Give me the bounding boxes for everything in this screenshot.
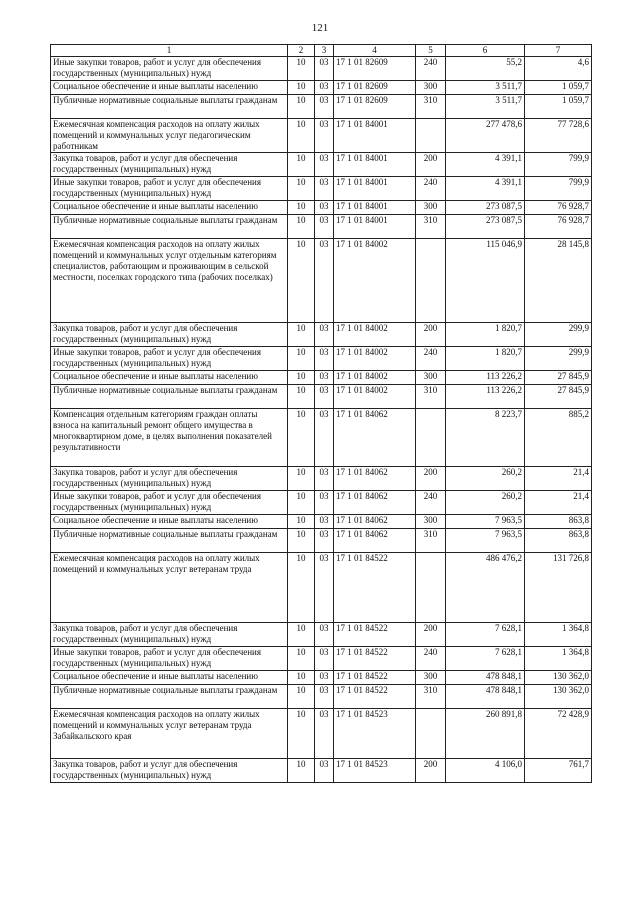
table-row [51, 323, 592, 347]
row-amount-2: 130 362,0 [525, 671, 592, 685]
row-target-code: 17 1 01 84522 [334, 623, 416, 647]
row-expense-type [416, 119, 446, 153]
row-amount-1: 273 087,5 [446, 201, 525, 215]
row-name: Иные закупки товаров, работ и услуг для обеспечения государственных (муниципальных) нужд [51, 647, 288, 671]
row-subsection: 03 [315, 759, 334, 783]
row-amount-2: 27 845,9 [525, 385, 592, 409]
row-name: Закупка товаров, работ и услуг для обеспечения государственных (муниципальных) нужд [51, 623, 288, 647]
row-name: Закупка товаров, работ и услуг для обеспечения государственных (муниципальных) нужд [51, 153, 288, 177]
table-row [51, 467, 592, 491]
row-subsection: 03 [315, 467, 334, 491]
row-target-code: 17 1 01 84001 [334, 119, 416, 153]
row-target-code: 17 1 01 84523 [334, 759, 416, 783]
row-amount-2: 799,9 [525, 153, 592, 177]
row-target-code: 17 1 01 84001 [334, 177, 416, 201]
row-name: Компенсация отдельным категориям граждан оплаты взноса на капитальный ремонт общего имущества в многоквартирном доме, в целях выполнения показателей результативности [51, 409, 288, 467]
row-amount-2: 21,4 [525, 491, 592, 515]
row-name: Публичные нормативные социальные выплаты гражданам [51, 529, 288, 553]
row-expense-type: 200 [416, 759, 446, 783]
table-row [51, 553, 592, 623]
row-amount-1: 478 848,1 [446, 685, 525, 709]
row-expense-type: 310 [416, 685, 446, 709]
row-expense-type: 300 [416, 201, 446, 215]
row-subsection: 03 [315, 215, 334, 239]
row-amount-1: 7 963,5 [446, 529, 525, 553]
row-section: 10 [288, 409, 315, 467]
row-expense-type: 240 [416, 647, 446, 671]
row-section: 10 [288, 709, 315, 759]
row-expense-type: 200 [416, 467, 446, 491]
row-name: Ежемесячная компенсация расходов на оплату жилых помещений и коммунальных услуг ветеранам труда Забайкальского края [51, 709, 288, 759]
row-amount-2: 72 428,9 [525, 709, 592, 759]
row-target-code: 17 1 01 84002 [334, 347, 416, 371]
row-section: 10 [288, 177, 315, 201]
row-expense-type [416, 709, 446, 759]
table-row [51, 177, 592, 201]
row-target-code: 17 1 01 84522 [334, 671, 416, 685]
row-name: Ежемесячная компенсация расходов на оплату жилых помещений и коммунальных услуг отдельным категориям специалистов, работающим и проживающим в сельской местности, поселках городского типа (рабочих поселках) [51, 239, 288, 323]
row-amount-2: 77 728,6 [525, 119, 592, 153]
header-col-2: 2 [288, 45, 315, 57]
row-name: Публичные нормативные социальные выплаты гражданам [51, 215, 288, 239]
row-section: 10 [288, 153, 315, 177]
row-subsection: 03 [315, 81, 334, 95]
row-amount-1: 4 391,1 [446, 153, 525, 177]
row-target-code: 17 1 01 84522 [334, 647, 416, 671]
row-subsection: 03 [315, 385, 334, 409]
row-subsection: 03 [315, 671, 334, 685]
row-name: Публичные нормативные социальные выплаты гражданам [51, 385, 288, 409]
row-target-code: 17 1 01 84001 [334, 201, 416, 215]
row-section: 10 [288, 215, 315, 239]
row-subsection: 03 [315, 57, 334, 81]
row-subsection: 03 [315, 371, 334, 385]
table-row [51, 81, 592, 95]
row-amount-1: 273 087,5 [446, 215, 525, 239]
table-row [51, 385, 592, 409]
row-amount-2: 299,9 [525, 323, 592, 347]
row-section: 10 [288, 647, 315, 671]
row-section: 10 [288, 685, 315, 709]
row-target-code: 17 1 01 84001 [334, 153, 416, 177]
row-target-code: 17 1 01 84002 [334, 239, 416, 323]
row-amount-1: 260,2 [446, 467, 525, 491]
header-col-5: 5 [416, 45, 446, 57]
row-expense-type [416, 409, 446, 467]
row-name: Ежемесячная компенсация расходов на оплату жилых помещений и коммунальных услуг ветеранам труда [51, 553, 288, 623]
row-amount-2: 27 845,9 [525, 371, 592, 385]
row-amount-1: 486 476,2 [446, 553, 525, 623]
row-section: 10 [288, 119, 315, 153]
row-name: Закупка товаров, работ и услуг для обеспечения государственных (муниципальных) нужд [51, 759, 288, 783]
row-amount-1: 7 628,1 [446, 647, 525, 671]
row-expense-type: 300 [416, 515, 446, 529]
row-name: Иные закупки товаров, работ и услуг для обеспечения государственных (муниципальных) нужд [51, 177, 288, 201]
page-number: 121 [311, 22, 329, 34]
row-expense-type: 240 [416, 491, 446, 515]
table-row [51, 215, 592, 239]
row-subsection: 03 [315, 553, 334, 623]
row-amount-1: 115 046,9 [446, 239, 525, 323]
row-amount-1: 7 963,5 [446, 515, 525, 529]
row-expense-type: 240 [416, 347, 446, 371]
row-target-code: 17 1 01 84522 [334, 685, 416, 709]
table-body [51, 57, 592, 783]
row-section: 10 [288, 529, 315, 553]
row-target-code: 17 1 01 84002 [334, 385, 416, 409]
table-row [51, 685, 592, 709]
row-amount-1: 3 511,7 [446, 95, 525, 119]
row-subsection: 03 [315, 709, 334, 759]
row-target-code: 17 1 01 82609 [334, 95, 416, 119]
row-subsection: 03 [315, 177, 334, 201]
row-section: 10 [288, 239, 315, 323]
row-amount-1: 8 223,7 [446, 409, 525, 467]
row-section: 10 [288, 553, 315, 623]
row-name: Социальное обеспечение и иные выплаты населению [51, 671, 288, 685]
row-amount-2: 799,9 [525, 177, 592, 201]
row-section: 10 [288, 371, 315, 385]
row-subsection: 03 [315, 323, 334, 347]
row-section: 10 [288, 515, 315, 529]
row-name: Публичные нормативные социальные выплаты гражданам [51, 685, 288, 709]
table-row [51, 491, 592, 515]
row-target-code: 17 1 01 84062 [334, 491, 416, 515]
header-col-4: 4 [334, 45, 416, 57]
row-name: Ежемесячная компенсация расходов на оплату жилых помещений и коммунальных услуг педагогическим работникам [51, 119, 288, 153]
row-section: 10 [288, 671, 315, 685]
row-amount-2: 4,6 [525, 57, 592, 81]
row-amount-1: 1 820,7 [446, 323, 525, 347]
row-section: 10 [288, 323, 315, 347]
row-amount-1: 55,2 [446, 57, 525, 81]
row-amount-2: 76 928,7 [525, 215, 592, 239]
row-section: 10 [288, 623, 315, 647]
row-section: 10 [288, 385, 315, 409]
table-row [51, 647, 592, 671]
table-row [51, 759, 592, 783]
row-name: Иные закупки товаров, работ и услуг для обеспечения государственных (муниципальных) нужд [51, 347, 288, 371]
table-header-row [51, 45, 592, 57]
header-col-6: 6 [446, 45, 525, 57]
row-target-code: 17 1 01 84523 [334, 709, 416, 759]
row-amount-2: 76 928,7 [525, 201, 592, 215]
row-amount-1: 3 511,7 [446, 81, 525, 95]
row-expense-type: 200 [416, 153, 446, 177]
row-name: Иные закупки товаров, работ и услуг для обеспечения государственных (муниципальных) нужд [51, 491, 288, 515]
row-expense-type: 240 [416, 57, 446, 81]
row-amount-2: 1 364,8 [525, 623, 592, 647]
row-amount-2: 131 726,8 [525, 553, 592, 623]
table-row [51, 119, 592, 153]
row-expense-type: 300 [416, 671, 446, 685]
row-expense-type: 200 [416, 623, 446, 647]
row-amount-2: 1 059,7 [525, 81, 592, 95]
row-amount-1: 260,2 [446, 491, 525, 515]
row-target-code: 17 1 01 84002 [334, 371, 416, 385]
row-amount-1: 1 820,7 [446, 347, 525, 371]
row-amount-2: 299,9 [525, 347, 592, 371]
row-section: 10 [288, 57, 315, 81]
row-name: Иные закупки товаров, работ и услуг для обеспечения государственных (муниципальных) нужд [51, 57, 288, 81]
row-expense-type: 310 [416, 385, 446, 409]
row-expense-type: 310 [416, 95, 446, 119]
table-row [51, 239, 592, 323]
row-section: 10 [288, 347, 315, 371]
row-target-code: 17 1 01 84522 [334, 553, 416, 623]
row-amount-1: 7 628,1 [446, 623, 525, 647]
row-section: 10 [288, 201, 315, 215]
row-section: 10 [288, 491, 315, 515]
table-row [51, 529, 592, 553]
table-row [51, 623, 592, 647]
row-subsection: 03 [315, 201, 334, 215]
row-expense-type: 240 [416, 177, 446, 201]
row-name: Социальное обеспечение и иные выплаты населению [51, 201, 288, 215]
row-expense-type [416, 553, 446, 623]
row-name: Публичные нормативные социальные выплаты гражданам [51, 95, 288, 119]
row-subsection: 03 [315, 95, 334, 119]
row-amount-2: 130 362,0 [525, 685, 592, 709]
row-subsection: 03 [315, 239, 334, 323]
row-name: Социальное обеспечение и иные выплаты населению [51, 81, 288, 95]
table-row [51, 671, 592, 685]
row-expense-type: 300 [416, 371, 446, 385]
table-row [51, 347, 592, 371]
row-subsection: 03 [315, 347, 334, 371]
row-expense-type [416, 239, 446, 323]
row-target-code: 17 1 01 84002 [334, 323, 416, 347]
row-amount-2: 21,4 [525, 467, 592, 491]
table-row [51, 371, 592, 385]
row-expense-type: 310 [416, 529, 446, 553]
row-target-code: 17 1 01 84062 [334, 529, 416, 553]
table-row [51, 57, 592, 81]
row-subsection: 03 [315, 409, 334, 467]
row-subsection: 03 [315, 515, 334, 529]
row-target-code: 17 1 01 84062 [334, 409, 416, 467]
row-subsection: 03 [315, 647, 334, 671]
row-target-code: 17 1 01 82609 [334, 57, 416, 81]
row-expense-type: 310 [416, 215, 446, 239]
row-expense-type: 300 [416, 81, 446, 95]
row-target-code: 17 1 01 84062 [334, 515, 416, 529]
table-row [51, 95, 592, 119]
row-name: Закупка товаров, работ и услуг для обеспечения государственных (муниципальных) нужд [51, 467, 288, 491]
row-amount-2: 761,7 [525, 759, 592, 783]
row-subsection: 03 [315, 491, 334, 515]
row-amount-1: 4 391,1 [446, 177, 525, 201]
table-row [51, 153, 592, 177]
table-row [51, 201, 592, 215]
row-target-code: 17 1 01 84062 [334, 467, 416, 491]
row-subsection: 03 [315, 685, 334, 709]
table-row [51, 409, 592, 467]
row-amount-2: 863,8 [525, 515, 592, 529]
row-amount-2: 1 364,8 [525, 647, 592, 671]
row-amount-1: 113 226,2 [446, 385, 525, 409]
row-amount-1: 113 226,2 [446, 371, 525, 385]
row-amount-1: 277 478,6 [446, 119, 525, 153]
row-name: Социальное обеспечение и иные выплаты населению [51, 515, 288, 529]
row-amount-1: 4 106,0 [446, 759, 525, 783]
table-row [51, 709, 592, 759]
row-subsection: 03 [315, 153, 334, 177]
row-target-code: 17 1 01 84001 [334, 215, 416, 239]
row-amount-2: 1 059,7 [525, 95, 592, 119]
row-amount-1: 260 891,8 [446, 709, 525, 759]
row-section: 10 [288, 95, 315, 119]
budget-table [50, 44, 592, 783]
row-subsection: 03 [315, 529, 334, 553]
row-subsection: 03 [315, 623, 334, 647]
row-amount-2: 863,8 [525, 529, 592, 553]
row-target-code: 17 1 01 82609 [334, 81, 416, 95]
row-name: Социальное обеспечение и иные выплаты населению [51, 371, 288, 385]
table-row [51, 515, 592, 529]
row-name: Закупка товаров, работ и услуг для обеспечения государственных (муниципальных) нужд [51, 323, 288, 347]
row-expense-type: 200 [416, 323, 446, 347]
header-col-7: 7 [525, 45, 592, 57]
header-col-1: 1 [51, 45, 288, 57]
header-col-3: 3 [315, 45, 334, 57]
row-section: 10 [288, 759, 315, 783]
row-amount-2: 885,2 [525, 409, 592, 467]
row-subsection: 03 [315, 119, 334, 153]
row-amount-2: 28 145,8 [525, 239, 592, 323]
row-amount-1: 478 848,1 [446, 671, 525, 685]
row-section: 10 [288, 81, 315, 95]
row-section: 10 [288, 467, 315, 491]
